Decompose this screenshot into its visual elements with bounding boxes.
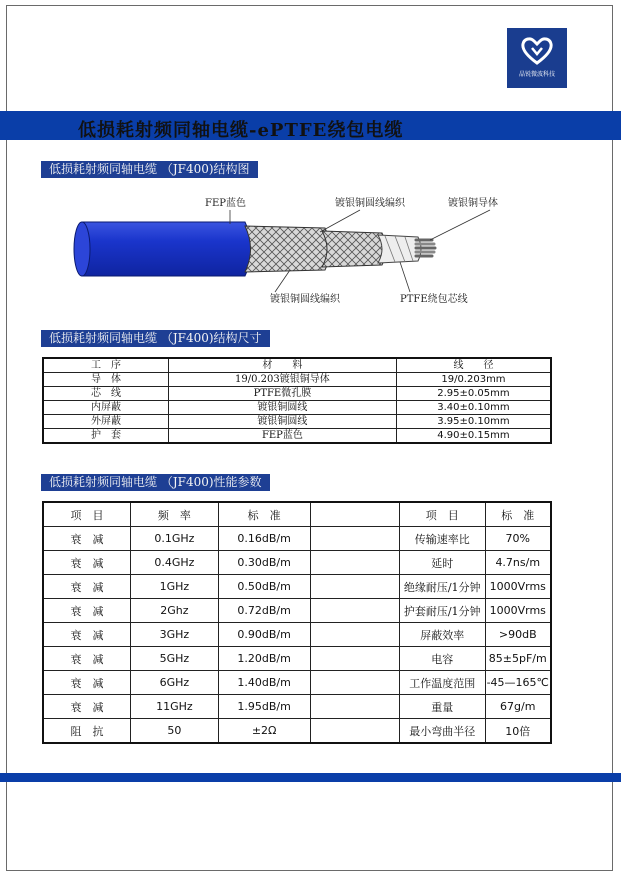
table-cell: 0.50dB/m <box>218 575 310 599</box>
table-cell: 3GHz <box>131 623 219 647</box>
table-cell: -45—165℃ <box>485 671 551 695</box>
header-cell: 工 序 <box>43 358 168 373</box>
table-cell: 芯 线 <box>43 387 168 401</box>
table-cell: 内屏蔽 <box>43 401 168 415</box>
section-structure-diagram-header <box>41 161 258 178</box>
table-cell: 外屏蔽 <box>43 415 168 429</box>
table-row <box>43 401 551 415</box>
table-cell <box>310 719 399 744</box>
performance-table <box>42 501 552 744</box>
table-cell: 50 <box>131 719 219 744</box>
section-performance-header <box>41 474 270 491</box>
section-title: 低损耗射频同轴电缆 （JF400)性能参数 <box>49 475 262 489</box>
table-cell <box>310 671 399 695</box>
table-cell: 衰 减 <box>43 551 131 575</box>
logo-text: 晶锐微波科技 <box>518 71 555 78</box>
table-cell: 1000Vrms <box>485 575 551 599</box>
table-cell: 67g/m <box>485 695 551 719</box>
section-title: 低损耗射频同轴电缆 （JF400)结构尺寸 <box>49 331 262 345</box>
table-cell: 镀银铜圆线 <box>168 401 396 415</box>
table-cell: 0.4GHz <box>131 551 219 575</box>
table-cell <box>310 551 399 575</box>
table-cell: 0.72dB/m <box>218 599 310 623</box>
header-cell: 频 率 <box>131 502 219 527</box>
table-cell: FEP蓝色 <box>168 429 396 444</box>
table-row <box>43 599 551 623</box>
table-cell: 10倍 <box>485 719 551 744</box>
table-cell: 阻 抗 <box>43 719 131 744</box>
cable-structure-diagram <box>60 192 530 310</box>
table-cell: ±2Ω <box>218 719 310 744</box>
table-cell: 1000Vrms <box>485 599 551 623</box>
table-cell: 衰 减 <box>43 575 131 599</box>
table-cell: 衰 减 <box>43 599 131 623</box>
label-core: PTFE绕包芯线 <box>400 294 468 305</box>
table-cell: 衰 减 <box>43 695 131 719</box>
table-row <box>43 373 551 387</box>
table-cell: 85±5pF/m <box>485 647 551 671</box>
company-logo <box>507 28 567 88</box>
table-row <box>43 695 551 719</box>
table-cell: 最小弯曲半径 <box>399 719 485 744</box>
table-header-row <box>43 502 551 527</box>
table-row <box>43 527 551 551</box>
heart-logo-icon <box>520 36 554 66</box>
table-cell: 重量 <box>399 695 485 719</box>
section-structure-size-header <box>41 330 270 347</box>
outer-braid <box>245 226 330 272</box>
table-cell: 护套耐压/1分钟 <box>399 599 485 623</box>
ptfe-core <box>378 235 421 263</box>
header-cell: 线 径 <box>396 358 551 373</box>
table-cell: 19/0.203mm <box>396 373 551 387</box>
table-cell: 0.30dB/m <box>218 551 310 575</box>
inner-braid <box>322 231 386 267</box>
table-row <box>43 575 551 599</box>
table-cell: 导 体 <box>43 373 168 387</box>
table-row <box>43 551 551 575</box>
table-cell: 护 套 <box>43 429 168 444</box>
table-cell: 2Ghz <box>131 599 219 623</box>
table-cell: 传输速率比 <box>399 527 485 551</box>
table-cell: 1.95dB/m <box>218 695 310 719</box>
table-cell: PTFE微孔膜 <box>168 387 396 401</box>
table-cell: 1GHz <box>131 575 219 599</box>
table-row <box>43 429 551 444</box>
table-cell: 1.20dB/m <box>218 647 310 671</box>
table-cell: 3.95±0.10mm <box>396 415 551 429</box>
table-row <box>43 671 551 695</box>
table-cell: 4.90±0.15mm <box>396 429 551 444</box>
structure-size-table <box>42 357 552 444</box>
table-cell: 3.40±0.10mm <box>396 401 551 415</box>
table-cell: 延时 <box>399 551 485 575</box>
table-cell: 衰 减 <box>43 671 131 695</box>
table-cell: 2.95±0.05mm <box>396 387 551 401</box>
table-row <box>43 647 551 671</box>
table-cell <box>310 623 399 647</box>
fep-jacket <box>76 222 252 276</box>
table-cell: 衰 减 <box>43 647 131 671</box>
label-conductor: 镀银铜导体 <box>448 198 498 209</box>
table-cell: 11GHz <box>131 695 219 719</box>
table-cell: 工作温度范围 <box>399 671 485 695</box>
table-cell: 绝缘耐压/1分钟 <box>399 575 485 599</box>
table-cell: 4.7ns/m <box>485 551 551 575</box>
table-cell: 0.1GHz <box>131 527 219 551</box>
label-braid-top: 镀银铜圆线编织 <box>335 198 405 209</box>
table-row <box>43 415 551 429</box>
header-cell: 材 料 <box>168 358 396 373</box>
header-cell: 项 目 <box>399 502 485 527</box>
footer-bar <box>0 773 621 782</box>
table-cell: 0.90dB/m <box>218 623 310 647</box>
table-cell: 70% <box>485 527 551 551</box>
table-row <box>43 623 551 647</box>
table-cell: >90dB <box>485 623 551 647</box>
page-title: 低损耗射频同轴电缆-ePTFE绕包电缆 <box>78 120 404 141</box>
label-fep: FEP蓝色 <box>205 198 246 209</box>
table-cell: 电容 <box>399 647 485 671</box>
table-cell: 19/0.203镀银铜导体 <box>168 373 396 387</box>
table-cell: 5GHz <box>131 647 219 671</box>
table-cell <box>310 599 399 623</box>
table-header-row <box>43 358 551 373</box>
table-cell: 镀银铜圆线 <box>168 415 396 429</box>
table-row <box>43 719 551 744</box>
header-cell <box>310 502 399 527</box>
label-braid-bottom: 镀银铜圆线编织 <box>270 294 340 305</box>
table-cell: 1.40dB/m <box>218 671 310 695</box>
table-cell: 衰 减 <box>43 527 131 551</box>
header-cell: 项 目 <box>43 502 131 527</box>
header-cell: 标 准 <box>218 502 310 527</box>
table-cell <box>310 527 399 551</box>
header-cell: 标 准 <box>485 502 551 527</box>
table-cell: 衰 减 <box>43 623 131 647</box>
table-row <box>43 387 551 401</box>
section-title: 低损耗射频同轴电缆 （JF400)结构图 <box>49 162 250 176</box>
table-cell <box>310 647 399 671</box>
table-cell <box>310 575 399 599</box>
table-cell: 屏蔽效率 <box>399 623 485 647</box>
table-cell: 0.16dB/m <box>218 527 310 551</box>
table-cell: 6GHz <box>131 671 219 695</box>
table-cell <box>310 695 399 719</box>
